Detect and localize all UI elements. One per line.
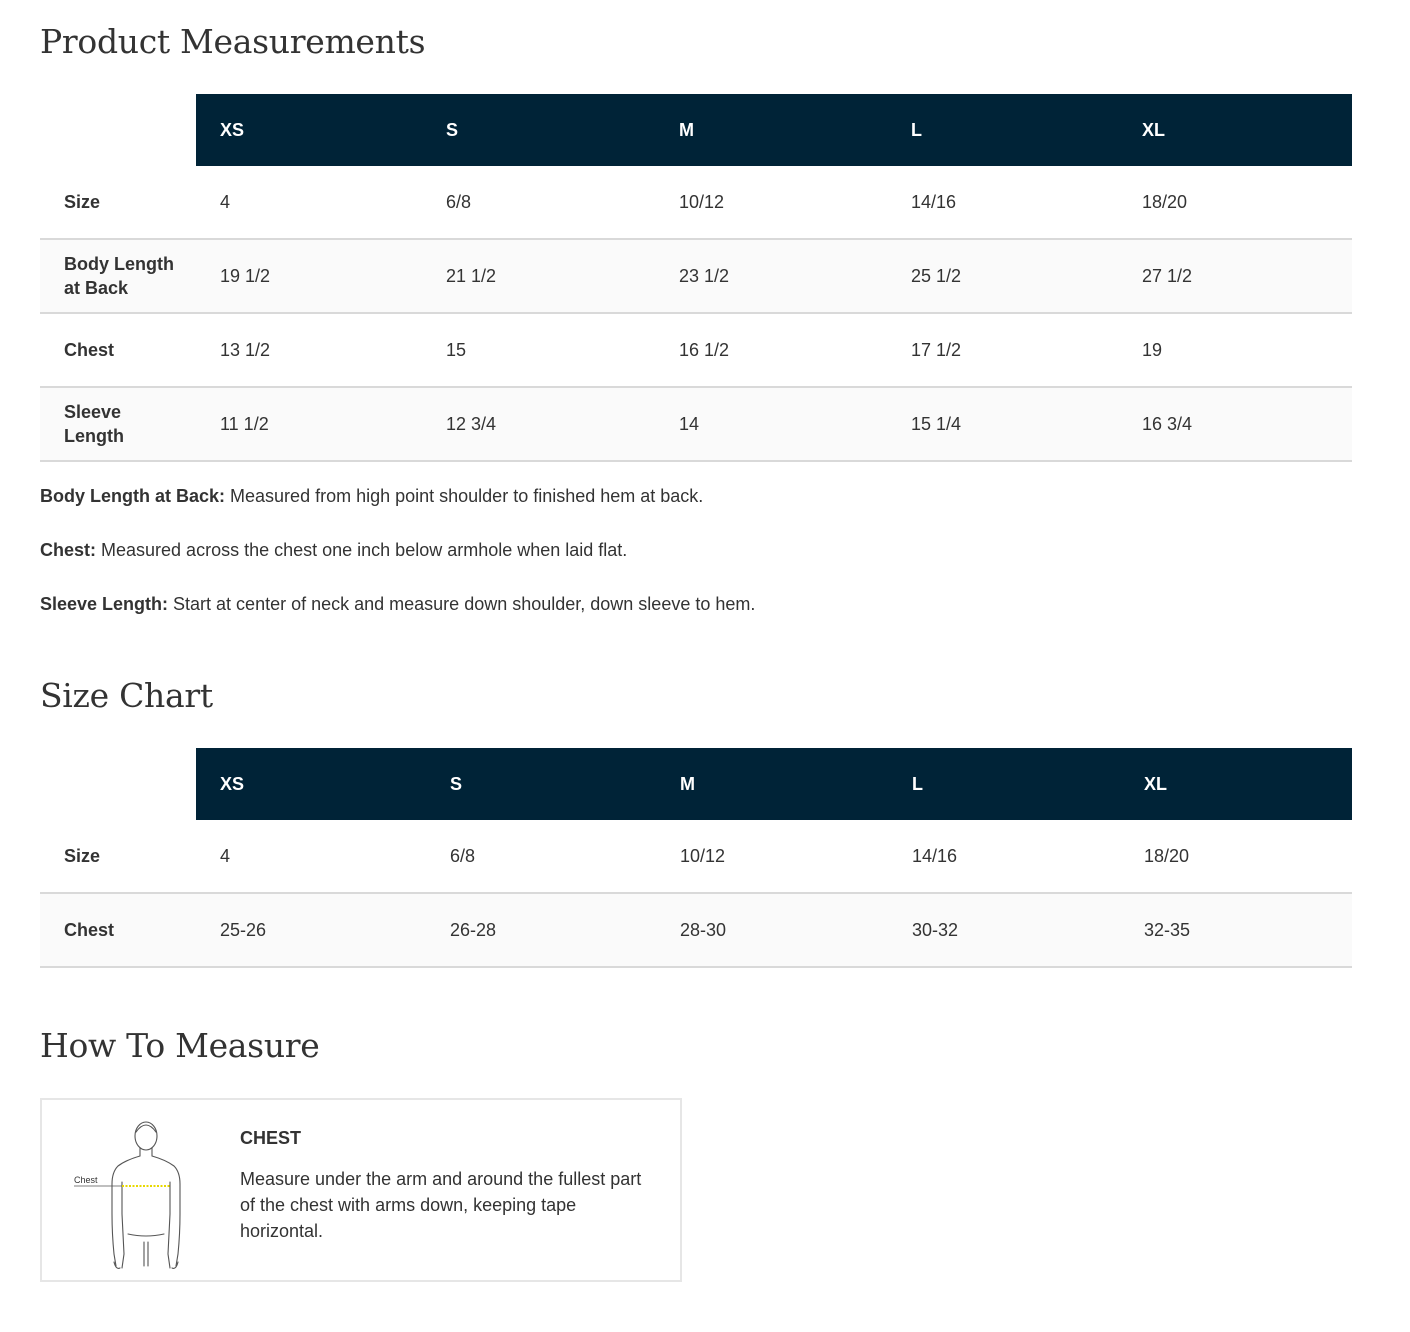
note-text: Measured from high point shoulder to finished hem at back.: [225, 486, 704, 506]
table-cell: 14/16: [912, 846, 958, 866]
product-measurements-title: Product Measurements: [40, 22, 426, 61]
column-header-xl: XL: [1144, 774, 1168, 794]
note-body-length: [40, 486, 703, 507]
note-term: Chest:: [40, 540, 97, 560]
note-chest: [40, 540, 627, 561]
table-cell: 6/8: [450, 846, 476, 866]
row-divider: [40, 460, 1352, 462]
table-cell: 25-26: [220, 920, 267, 940]
product-measurements-table: [40, 94, 1352, 462]
how-to-measure-card: [40, 1098, 682, 1282]
column-header-m: M: [679, 120, 694, 140]
table-cell: 12 3/4: [446, 414, 497, 434]
table-cell: 18/20: [1142, 192, 1188, 212]
column-header-xs: XS: [220, 120, 245, 140]
table-cell: 19 1/2: [220, 266, 271, 286]
table-cell: 15: [446, 340, 467, 360]
size-chart-table: [40, 748, 1352, 968]
table-cell: 18/20: [1144, 846, 1190, 866]
row-label: Chest: [64, 340, 115, 360]
table-header: [196, 94, 1352, 166]
table-row-body-length: [40, 240, 1352, 314]
table-cell: 19: [1142, 340, 1163, 360]
table-row-size: [40, 820, 1352, 894]
row-label: Size: [64, 846, 101, 866]
column-header-s: S: [450, 774, 463, 794]
note-text: Measured across the chest one inch below armhole when laid flat.: [96, 540, 628, 560]
row-divider: [40, 966, 1352, 968]
table-row-sleeve-length: [40, 388, 1352, 462]
table-cell: 32-35: [1144, 920, 1191, 940]
table-cell: 10/12: [680, 846, 726, 866]
table-cell: 10/12: [679, 192, 725, 212]
table-cell: 28-30: [680, 920, 727, 940]
table-cell: 4: [220, 192, 231, 212]
note-term: Body Length at Back:: [40, 486, 226, 506]
table-cell: 4: [220, 846, 231, 866]
column-header-l: L: [911, 120, 922, 140]
note-sleeve-length: [40, 594, 755, 615]
table-cell: 15 1/4: [911, 414, 962, 434]
table-cell: 30-32: [912, 920, 959, 940]
table-cell: 11 1/2: [220, 414, 269, 434]
note-term: Sleeve Length:: [40, 594, 169, 614]
table-cell: 23 1/2: [679, 266, 730, 286]
size-chart-title: Size Chart: [40, 676, 213, 715]
table-row-chest: [40, 894, 1352, 968]
body-outline-figure: [66, 1114, 216, 1274]
table-cell: 17 1/2: [911, 340, 962, 360]
row-label: Sleeve Length: [64, 402, 124, 446]
measure-item-title: CHEST: [240, 1128, 302, 1148]
column-header-s: S: [446, 120, 459, 140]
row-label: Size: [64, 192, 101, 212]
note-text: Start at center of neck and measure down shoulder, down sleeve to hem.: [168, 594, 756, 614]
table-cell: 25 1/2: [911, 266, 962, 286]
row-label: Chest: [64, 920, 115, 940]
table-cell: 13 1/2: [220, 340, 271, 360]
table-cell: 27 1/2: [1142, 266, 1193, 286]
chest-figure-label: Chest: [74, 1175, 98, 1185]
table-cell: 6/8: [446, 192, 472, 212]
column-header-xl: XL: [1142, 120, 1166, 140]
column-header-l: L: [912, 774, 923, 794]
column-header-m: M: [680, 774, 695, 794]
how-to-measure-title: How To Measure: [40, 1026, 320, 1065]
table-header: [196, 748, 1352, 820]
table-cell: 16 1/2: [679, 340, 730, 360]
table-cell: 14: [679, 414, 700, 434]
row-label: Body Length at Back: [64, 254, 174, 298]
table-row-chest: [40, 314, 1352, 388]
measure-item-description: Measure under the arm and around the fullest part of the chest with arms down, keeping tape horizontal.: [240, 1169, 642, 1241]
table-cell: 16 3/4: [1142, 414, 1193, 434]
table-cell: 21 1/2: [446, 266, 497, 286]
table-cell: 26-28: [450, 920, 497, 940]
table-cell: 14/16: [911, 192, 957, 212]
column-header-xs: XS: [220, 774, 245, 794]
table-row-size: [40, 166, 1352, 240]
